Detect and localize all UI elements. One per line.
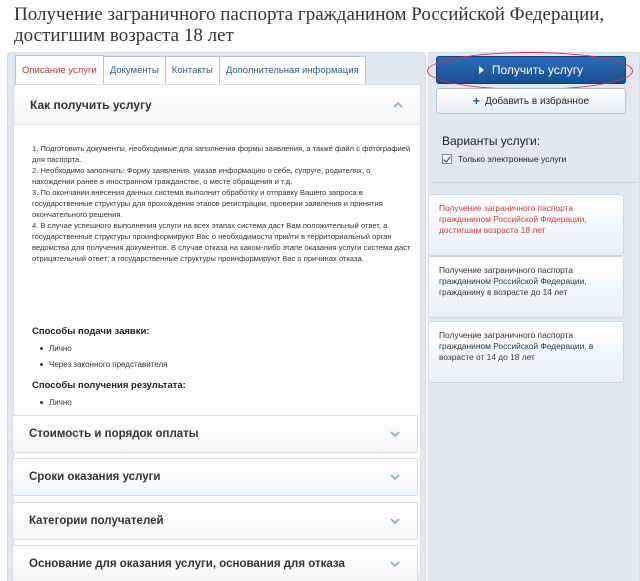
get-service-label: Получить услугу	[491, 63, 584, 77]
submit-methods-title: Способы подачи заявки:	[32, 326, 150, 337]
list-item	[40, 360, 167, 369]
variants-title: Варианты услуги:	[442, 134, 541, 148]
section-title: Категории получателей	[29, 515, 164, 527]
page-title: Получение заграничного паспорта гражданином Российской Федерации, достигшим возраста 18 лет	[14, 4, 605, 46]
get-service-button[interactable]	[436, 56, 626, 84]
divider	[432, 182, 636, 183]
step-1-text: 1. Подготовить документы, необходимые для заполнения формы заявления, а также файл с фотографией для паспорта.	[32, 144, 411, 164]
section-title: Стоимость и порядок оплаты	[29, 428, 199, 440]
step-4-text: 4. В случае успешного выполнения услуги на всех этапах система даст Вам положительный ответ, а государственные структуры проинформируют Вас о необходимости прийти в территориальный орган ведомства для получения документов. В случае отказа на каком-либо этапе оказания услуги система даст отрицательный ответ; а государственные структуры проинформируют Вас о причинах отказа.	[32, 221, 411, 263]
section-cost[interactable]	[12, 415, 418, 453]
section-recipients[interactable]	[12, 502, 418, 540]
play-arrow-icon	[479, 66, 484, 74]
variant-card-under-14[interactable]: Получение заграничного паспорта гражданином Российской Федерации, гражданину в возрасте до 14 лет	[428, 256, 624, 318]
list-item-label: Лично	[49, 344, 72, 353]
how-to-title: Как получить услугу	[30, 97, 152, 112]
list-item	[40, 398, 72, 407]
tab-description[interactable]: Описание услуги	[15, 55, 104, 85]
chevron-up-icon[interactable]	[392, 99, 404, 111]
chevron-down-icon[interactable]	[389, 471, 401, 483]
list-item-label: Лично	[49, 398, 72, 407]
how-to-section	[13, 84, 421, 574]
electronic-only-filter[interactable]	[442, 154, 566, 164]
electronic-only-checkbox[interactable]	[442, 154, 452, 164]
chevron-down-icon[interactable]	[389, 515, 401, 527]
section-grounds[interactable]	[12, 545, 418, 581]
tab-contacts[interactable]: Контакты	[165, 56, 220, 84]
section-terms[interactable]	[12, 458, 418, 496]
tab-documents[interactable]: Документы	[103, 56, 166, 84]
step-2-text: 2. Необходимо заполнить: Форму заявления, указав информацию о себе, супруге, родителях, о нахождении ранее в иностранном гражданстве, о месте обращения и т.д.	[32, 166, 371, 186]
add-to-favorites-button[interactable]	[436, 88, 626, 114]
tab-additional-info[interactable]: Дополнительная информация	[219, 56, 366, 84]
how-to-header[interactable]	[14, 85, 420, 125]
variant-card-adult[interactable]: Получение заграничного паспорта гражданином Российской Федерации, достигшим возраста 18 лет	[428, 194, 624, 256]
variant-card-14-18[interactable]: Получение заграничного паспорта гражданином Российской Федерации, в возрасте от 14 до 18 лет	[428, 321, 624, 383]
add-to-favorites-label: Добавить в избранное	[484, 95, 590, 107]
bullet-icon	[40, 401, 43, 404]
list-item-label: Через законного представителя	[49, 360, 168, 369]
bullet-icon	[40, 363, 43, 366]
plus-icon: +	[472, 94, 480, 108]
tab-bar	[15, 56, 365, 84]
section-title: Сроки оказания услуги	[29, 471, 161, 483]
receive-methods-title: Способы получения результата:	[32, 380, 186, 391]
section-title: Основание для оказания услуги, основания для отказа	[29, 558, 345, 570]
electronic-only-label: Только электронные услуги	[458, 154, 567, 164]
chevron-down-icon[interactable]	[389, 558, 401, 570]
bullet-icon	[40, 347, 43, 350]
list-item	[40, 344, 72, 353]
step-3-text: 3. По окончании внесения данных система выполнит обработку и отправку Вашего запроса в государственные структуры для прохождения этапов регистрации, проверки заявления и принятия окончательного решения.	[32, 188, 383, 219]
chevron-down-icon[interactable]	[389, 428, 401, 440]
how-to-steps	[32, 143, 412, 264]
